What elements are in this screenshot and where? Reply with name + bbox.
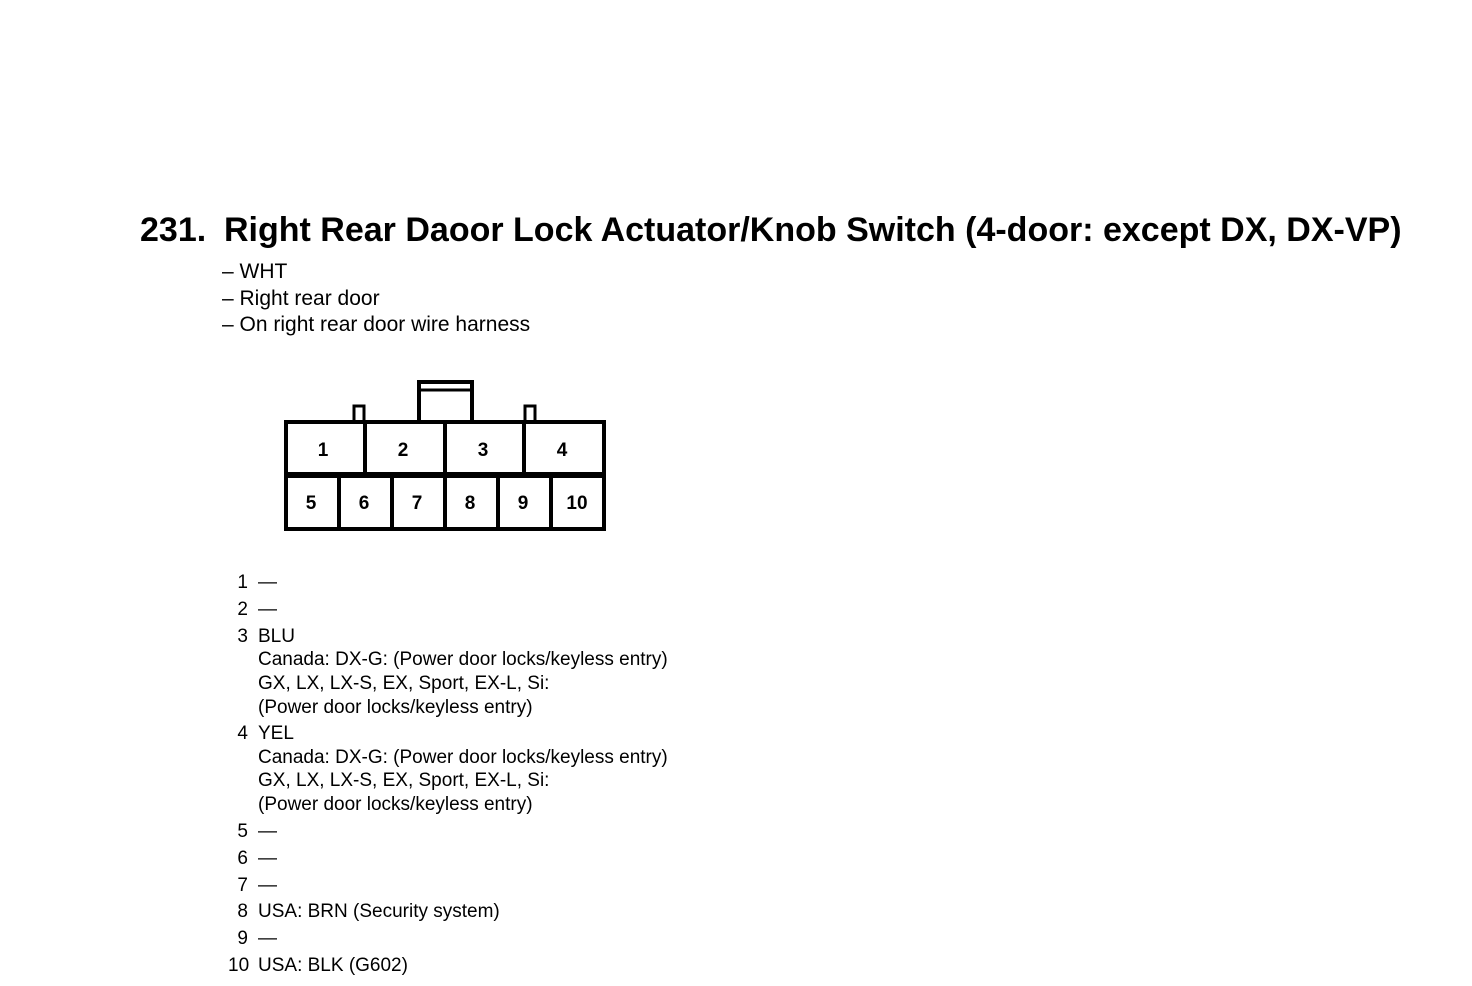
title-number: 231.	[140, 211, 207, 249]
cavity-label: 1	[317, 440, 329, 461]
pin-entry	[228, 571, 668, 595]
cavity-label: 4	[556, 440, 568, 461]
pin-wire: YEL	[258, 723, 294, 745]
pin-note: GX, LX, LX-S, EX, Sport, EX-L, Si:	[258, 770, 550, 792]
title-text: Right Rear Daoor Lock Actuator/Knob Switch (4-door: except DX, DX-VP)	[224, 211, 1402, 249]
pin-number: 6	[237, 847, 248, 869]
pin-entry	[228, 598, 668, 622]
pin-entry	[228, 722, 668, 816]
pin-note: Canada: DX-G: (Power door locks/keyless entry)	[258, 746, 668, 768]
pin-wire: —	[258, 874, 277, 896]
connector-tab-left	[354, 406, 364, 422]
pin-entry	[228, 874, 668, 898]
pin-entry	[228, 927, 668, 951]
page-title	[140, 208, 1402, 252]
connector-location: – Right rear door	[222, 286, 380, 310]
pin-wire: USA: BLK (G602)	[258, 955, 408, 977]
pin-number: 9	[237, 928, 248, 950]
pin-wire: —	[258, 847, 277, 869]
pin-note: (Power door locks/keyless entry)	[258, 794, 533, 816]
pin-wire: —	[258, 572, 277, 593]
pin-number: 1	[237, 572, 248, 593]
pin-list	[228, 571, 668, 981]
pin-number: 2	[237, 598, 248, 620]
connector-tab-right	[525, 406, 535, 422]
cavity-label: 7	[411, 493, 423, 514]
pin-entry	[228, 625, 668, 719]
cavity-label: 6	[358, 493, 370, 514]
pin-wire: USA: BRN (Security system)	[258, 901, 500, 923]
pin-note: Canada: DX-G: (Power door locks/keyless entry)	[258, 649, 668, 671]
pin-entry	[228, 954, 668, 978]
pin-entry	[228, 900, 668, 924]
cavity-label: 5	[305, 493, 317, 514]
pin-wire: —	[258, 820, 277, 842]
pin-entry	[228, 847, 668, 871]
pin-number: 3	[237, 625, 248, 647]
cavity-label: 8	[464, 493, 476, 514]
pin-number: 7	[237, 874, 248, 896]
pin-number: 8	[237, 901, 248, 923]
pin-wire: BLU	[258, 625, 295, 647]
pin-wire: —	[258, 928, 277, 950]
cavity-label: 3	[477, 440, 489, 461]
connector-diagram	[280, 376, 612, 536]
pin-note: GX, LX, LX-S, EX, Sport, EX-L, Si:	[258, 672, 550, 694]
connector-info	[222, 259, 530, 339]
connector-color: – WHT	[222, 260, 288, 283]
pin-number: 5	[237, 820, 248, 842]
pin-number: 4	[237, 723, 248, 745]
connector-harness: – On right rear door wire harness	[222, 313, 531, 337]
cavity-label: 9	[517, 493, 529, 514]
pin-number: 10	[228, 955, 250, 977]
cavity-label: 2	[397, 440, 409, 461]
connector-latch-center	[419, 382, 472, 422]
pin-wire: —	[258, 598, 277, 620]
pin-note: (Power door locks/keyless entry)	[258, 696, 533, 718]
cavity-label: 10	[566, 493, 588, 514]
pin-entry	[228, 820, 668, 844]
